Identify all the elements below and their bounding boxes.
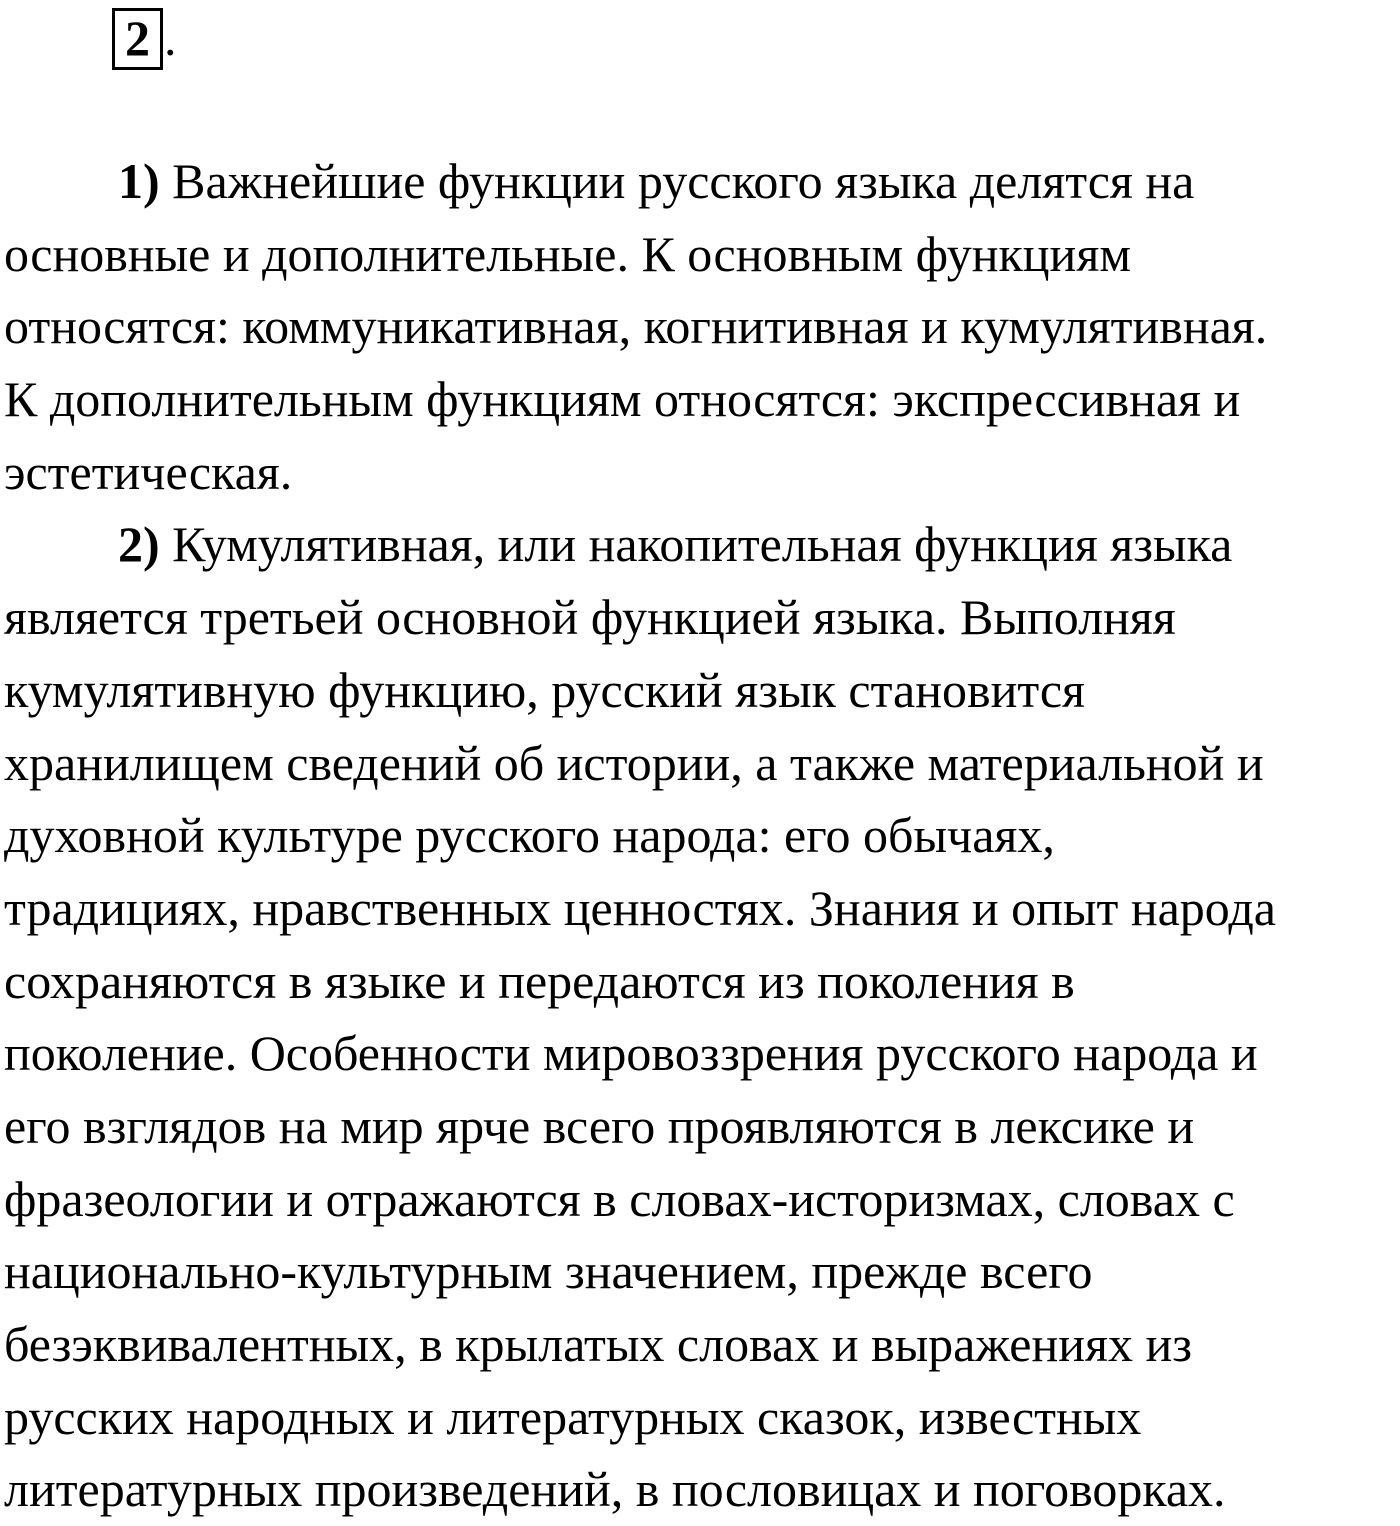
paragraph-2-line-6: традициях, нравственных ценностях. Знания и опыт народа xyxy=(4,879,1276,936)
paragraph-1-line-3: относятся: коммуникативная, когнитивная и кумулятивная. xyxy=(4,298,1268,355)
paragraph-2-line-14: литературных произведений, в пословицах и поговорках. xyxy=(4,1461,1226,1518)
paragraph-1-line-4: К дополнительным функциям относятся: экспрессивная и xyxy=(4,371,1241,428)
paragraph-1-marker: 1) xyxy=(118,153,160,209)
paragraph-2-line-12: безэквивалентных, в крылатых словах и выражениях из xyxy=(4,1316,1192,1372)
paragraph-2-line-13: русских народных и литературных сказок, известных xyxy=(4,1388,1142,1445)
paragraph-2-line-1 xyxy=(4,508,1398,581)
task-number xyxy=(112,8,177,70)
paragraph-2-line-8: поколение. Особенности мировоззрения русского народа и xyxy=(4,1025,1258,1082)
paragraph-2-line-9: его взглядов на мир ярче всего проявляются в лексике и xyxy=(4,1097,1195,1154)
paragraph-2-marker: 2) xyxy=(118,516,160,573)
paragraph-1-line-5: эстетическая. xyxy=(4,443,293,500)
paragraph-1-text: Важнейшие функции русского языка делятся на xyxy=(159,153,1195,209)
paragraph-2-line-10: фразеологии и отражаются в словах-историзмах, словах с xyxy=(4,1170,1235,1227)
paragraph-2-line-2: является третьей основной функцией языка. Выполняя xyxy=(4,589,1176,646)
task-number-dot: . xyxy=(164,10,177,66)
paragraph-1-line-1 xyxy=(4,145,1398,218)
task-number-box: 2 xyxy=(112,8,163,70)
paragraph-1-line-2: основные и дополнительные. К основным функциям xyxy=(4,225,1131,282)
paragraph-2-text: Кумулятивная, или накопительная функция языка xyxy=(159,516,1233,573)
paragraph-2-line-5: духовной культуре русского народа: его обычаях, xyxy=(4,807,1055,864)
paragraph-2-line-4: хранилищем сведений об истории, а также материальной и xyxy=(4,734,1264,791)
paragraph-2-line-3: кумулятивную функцию, русский язык становится xyxy=(4,661,1086,718)
paragraph-2-line-11: национально-культурным значением, прежде всего xyxy=(4,1243,1093,1300)
answer-text xyxy=(4,145,1398,1526)
paragraph-2-line-7: сохраняются в языке и передаются из поколения в xyxy=(4,952,1075,1009)
